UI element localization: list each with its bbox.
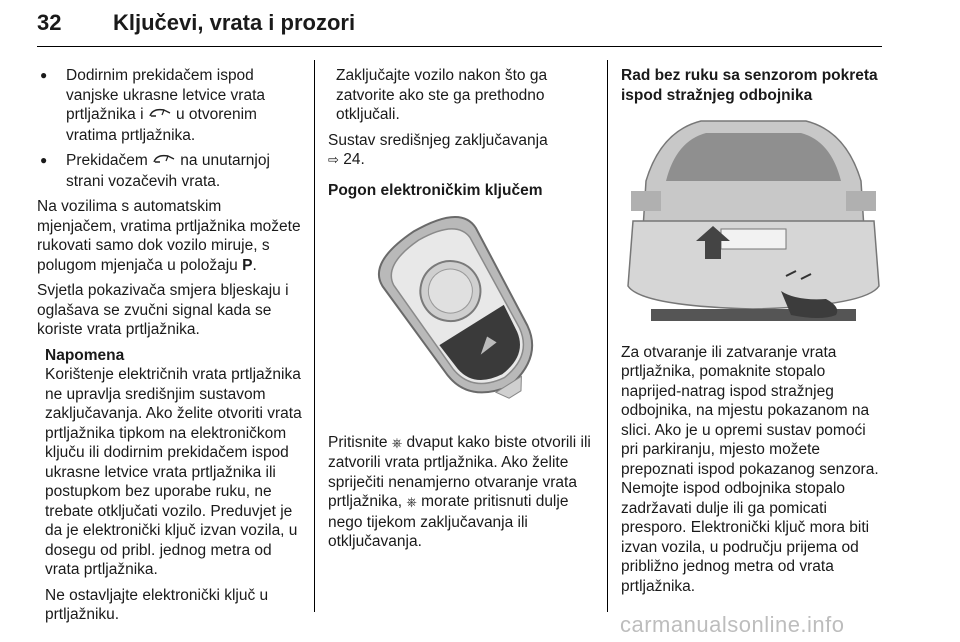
- section-heading: Pogon elektroničkim ključem: [328, 181, 543, 199]
- rear-bumper-sensor-illustration: [621, 111, 886, 329]
- note-body: Ne ostavljajte elektronički ključ u prtljažniku.: [45, 586, 269, 623]
- paragraph: Pritisnite ⎈ dvaput kako biste otvorili ili zatvorili vrata prtljažnika. Ako želite spriječiti nenamjerno otvaranje vrata prtljažnika, ⎈ morate pritisnuti dulje nego tijekom zaključavanja ili otključavanja.: [328, 433, 591, 550]
- reference-arrow-icon: ⇨: [328, 153, 339, 168]
- note-box: [45, 346, 302, 625]
- column-3: [621, 66, 886, 602]
- bullet-item: ● Prekidačem na unutarnjoj strani vozačevih vrata.: [37, 151, 302, 191]
- header-divider: [37, 46, 882, 47]
- paragraph: Sustav središnjeg zaključavanja ⇨ 24.: [328, 131, 548, 168]
- key-tailgate-button-icon: ⎈: [406, 495, 417, 510]
- key-tailgate-button-icon: ⎈: [391, 435, 403, 451]
- note-title: Napomena: [45, 346, 125, 364]
- page-header: [0, 0, 960, 50]
- paragraph: Svjetla pokazivača smjera bljeskaju i oglašava se zvučni signal kada se koriste vrata prtljažnika.: [37, 282, 289, 338]
- tailgate-icon: [148, 108, 176, 123]
- paragraph: Na vozilima s automatskim mjenjačem, vratima prtljažnika možete rukovati samo dok vozilo miruje, s polugom mjenjača u položaju P.: [37, 198, 301, 274]
- paragraph: Zaključajte vozilo nakon što ga zatvorite ako ste ga prethodno otključali.: [336, 67, 548, 123]
- page-number: 32: [37, 10, 62, 35]
- column-divider-2: [607, 60, 608, 612]
- column-2: [328, 66, 594, 558]
- paragraph: Za otvaranje ili zatvaranje vrata prtljažnika, pomaknite stopalo naprijed-natrag ispod stražnjeg odbojnika, na mjestu pokazanom na slici. Ako je u opremi sustav pomoći pri parkiranju, mjesto možete prepoznati ispod pokazanog senzora. Nemojte ispod odbojnika stopalo zadržavati dulje ili ga pomicati presporo. Elektronički ključ mora biti izvan vozila, u području prijema od približno jednog metra od vrata prtljažnika.: [621, 343, 879, 595]
- column-1: [37, 66, 302, 631]
- electronic-key-illustration: [328, 208, 594, 419]
- tailgate-icon: [152, 154, 180, 169]
- column-divider-1: [314, 60, 315, 612]
- section-heading: Rad bez ruku sa senzorom pokreta ispod stražnjeg odbojnika: [621, 67, 878, 104]
- page-title: Ključevi, vrata i prozori: [113, 10, 356, 35]
- page-reference[interactable]: 24.: [343, 151, 365, 168]
- bullet-item: ● Dodirnim prekidačem ispod vanjske ukrasne letvice vrata prtljažnika i u otvorenim vratima prtljažnika.: [37, 66, 302, 145]
- note-body: Korištenje električnih vrata prtljažnika ne upravlja središnjim sustavom zaključavanja. Ako želite otvoriti vrata prtljažnika tipkom na elektroničkom ključu ili dodirnim prekidačem ispod ukrasne letvice vrata prtljažnika ili postupkom bez uporabe ruku, ne trebate otključati vozilo. Preduvjet je da je elektronički ključ izvan vozila, u dosegu od pribl. jednog metra od vrata prtljažnika.: [45, 366, 302, 578]
- watermark-url: carmanualsonline.info: [620, 612, 845, 637]
